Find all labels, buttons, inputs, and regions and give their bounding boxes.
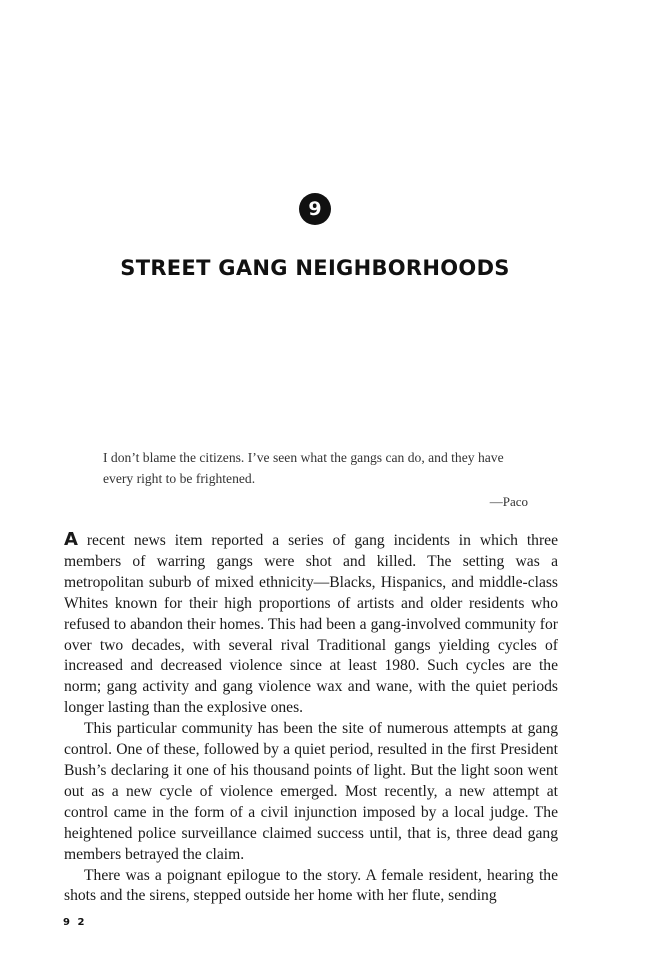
page-number: 9 2 <box>63 917 87 928</box>
body-paragraph-3: There was a poignant epilogue to the story. A female resident, hearing the shots and the sirens, stepped outside her home with her flute, sending <box>64 866 558 905</box>
chapter-title: STREET GANG NEIGHBORHOODS <box>120 256 510 280</box>
drop-cap-letter: A <box>64 529 78 550</box>
epigraph-attribution: —Paco <box>489 494 528 509</box>
epigraph-quote: I don’t blame the citizens. I’ve seen what the gangs can do, and they have every right to be frightened. <box>103 450 504 486</box>
body-paragraph-1-text: recent news item reported a series of gang incidents in which three members of warring gangs were shot and killed. The setting was a metropolitan suburb of mixed ethnicity—Blacks, Hispanics, and middle-class Whites known for their high proportions of artists and older residents who refused to abandon their homes. This had been a gang-involved community for over two decades, with several rival Traditional gangs yielding cycles of increased and decreased violence since at least 1980. Such cycles are the norm; gang activity and gang violence wax and wane, with the quiet periods longer lasting than the explosive ones. <box>64 532 558 717</box>
epigraph <box>103 447 533 489</box>
body-paragraph-2: This particular community has been the site of numerous attempts at gang control. One of these, followed by a quiet period, resulted in the first President Bush’s declaring it one of his thousand points of light. But the light soon went out as a new cycle of violence emerged. Most recently, a new attempt at control came in the form of a civil injunction imposed by a local judge. The heightened police surveillance claimed success until, that is, three dead gang members betrayed the claim. <box>64 720 558 863</box>
body-text <box>64 530 558 907</box>
body-paragraph-1 <box>64 530 558 719</box>
chapter-number-badge: 9 <box>299 193 331 225</box>
